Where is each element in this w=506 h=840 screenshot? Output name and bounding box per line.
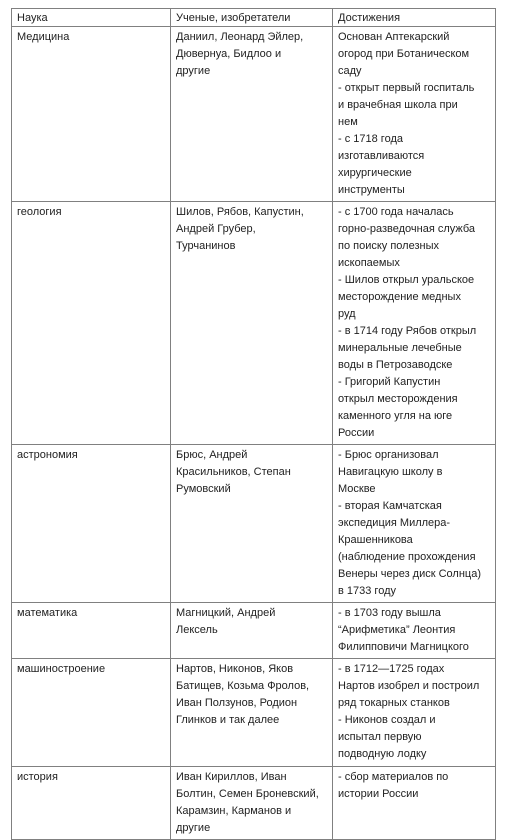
cell-line: Магницкий, Андрей [176, 607, 276, 619]
cell-science [12, 659, 171, 767]
cell-line: Навигацкую школу в [338, 466, 443, 478]
cell-scientists [171, 659, 333, 767]
cell-line: экспедиция Миллера- [338, 517, 451, 529]
cell-line: Брюс, Андрей [176, 449, 248, 461]
table-row [12, 767, 496, 840]
cell-line: ряд токарных станков [338, 697, 450, 709]
table-row [12, 445, 496, 603]
cell-line: саду [338, 65, 362, 77]
cell-line: - в 1714 году Рябов открыл [338, 325, 477, 337]
cell-line: геология [17, 206, 62, 218]
cell-achievements [333, 659, 496, 767]
cell-line: Даниил, Леонард Эйлер, [176, 31, 304, 43]
cell-line: минеральные лечебные [338, 342, 462, 354]
table-header-row [12, 9, 496, 27]
cell-line: истории России [338, 788, 419, 800]
cell-line: - вторая Камчатская [338, 500, 442, 512]
table-row [12, 202, 496, 445]
header-scientists: Ученые, изобретатели [171, 9, 333, 27]
cell-line: - в 1703 году вышла [338, 607, 441, 619]
cell-achievements [333, 445, 496, 603]
cell-line: руд [338, 308, 356, 320]
cell-line: Нартов, Никонов, Яков [176, 663, 294, 675]
table-row [12, 27, 496, 202]
cell-line: - с 1718 года [338, 133, 403, 145]
cell-line: история [17, 771, 58, 783]
cell-line: и врачебная школа при [338, 99, 458, 111]
cell-scientists [171, 202, 333, 445]
cell-line: - Григорий Капустин [338, 376, 441, 388]
cell-line: - Брюс организовал [338, 449, 439, 461]
cell-line: изготавливаются [338, 150, 425, 162]
cell-line: инструменты [338, 184, 405, 196]
cell-line: каменного угля на юге [338, 410, 453, 422]
table-row [12, 603, 496, 659]
cell-line: огород при Ботаническом [338, 48, 470, 60]
cell-line: Крашенникова [338, 534, 413, 546]
cell-line: Медицина [17, 31, 70, 43]
header-achievements: Достижения [333, 9, 496, 27]
cell-line: другие [176, 822, 211, 834]
cell-line: Батищев, Козьма Фролов, [176, 680, 310, 692]
cell-line: Лексель [176, 624, 218, 636]
cell-line: математика [17, 607, 78, 619]
cell-line: Дювернуа, Бидлоо и [176, 48, 282, 60]
cell-line: машиностроение [17, 663, 106, 675]
cell-line: Глинков и так далее [176, 714, 280, 726]
cell-science [12, 603, 171, 659]
cell-line: Шилов, Рябов, Капустин, [176, 206, 304, 218]
cell-line: - в 1712—1725 годах [338, 663, 445, 675]
cell-line: Москве [338, 483, 376, 495]
header-science: Наука [12, 9, 171, 27]
cell-line: горно-разведочная служба [338, 223, 476, 235]
cell-line: Болтин, Семен Броневский, [176, 788, 319, 800]
cell-line: Основан Аптекарский [338, 31, 450, 43]
cell-line: Нартов изобрел и построил [338, 680, 480, 692]
cell-line: астрономия [17, 449, 78, 461]
cell-scientists [171, 445, 333, 603]
cell-line: ископаемых [338, 257, 400, 269]
cell-science [12, 202, 171, 445]
cell-line: - с 1700 года началась [338, 206, 454, 218]
cell-line: Иван Кириллов, Иван [176, 771, 287, 783]
cell-line: открыл месторождения [338, 393, 458, 405]
cell-line: Карамзин, Карманов и [176, 805, 292, 817]
cell-line: Красильников, Степан [176, 466, 291, 478]
cell-line: - открыт первый госпиталь [338, 82, 475, 94]
cell-line: - Шилов открыл уральское [338, 274, 475, 286]
cell-line: Андрей Грубер, [176, 223, 256, 235]
cell-line: хирургические [338, 167, 412, 179]
cell-scientists [171, 603, 333, 659]
cell-line: Венеры через диск Солнца) [338, 568, 481, 580]
cell-science [12, 767, 171, 840]
cell-line: нем [338, 116, 358, 128]
cell-achievements [333, 202, 496, 445]
cell-scientists [171, 27, 333, 202]
cell-line: Филипповичи Магницкого [338, 641, 469, 653]
cell-achievements [333, 603, 496, 659]
cell-scientists [171, 767, 333, 840]
cell-line: подводную лодку [338, 748, 427, 760]
table-row [12, 659, 496, 767]
cell-achievements [333, 27, 496, 202]
cell-line: “Арифметика” Леонтия [338, 624, 456, 636]
cell-line: испытал первую [338, 731, 422, 743]
cell-line: воды в Петрозаводске [338, 359, 453, 371]
cell-line: в 1733 году [338, 585, 396, 597]
cell-line: Турчанинов [176, 240, 236, 252]
cell-line: другие [176, 65, 211, 77]
cell-science [12, 445, 171, 603]
cell-line: Румовский [176, 483, 231, 495]
cell-line: - сбор материалов по [338, 771, 449, 783]
cell-line: (наблюдение прохождения [338, 551, 476, 563]
cell-science [12, 27, 171, 202]
cell-line: России [338, 427, 375, 439]
table-body [12, 27, 496, 840]
cell-line: - Никонов создал и [338, 714, 436, 726]
science-achievements-table [11, 8, 496, 840]
cell-line: по поиску полезных [338, 240, 439, 252]
cell-line: месторождение медных [338, 291, 461, 303]
cell-line: Иван Ползунов, Родион [176, 697, 298, 709]
cell-achievements [333, 767, 496, 840]
